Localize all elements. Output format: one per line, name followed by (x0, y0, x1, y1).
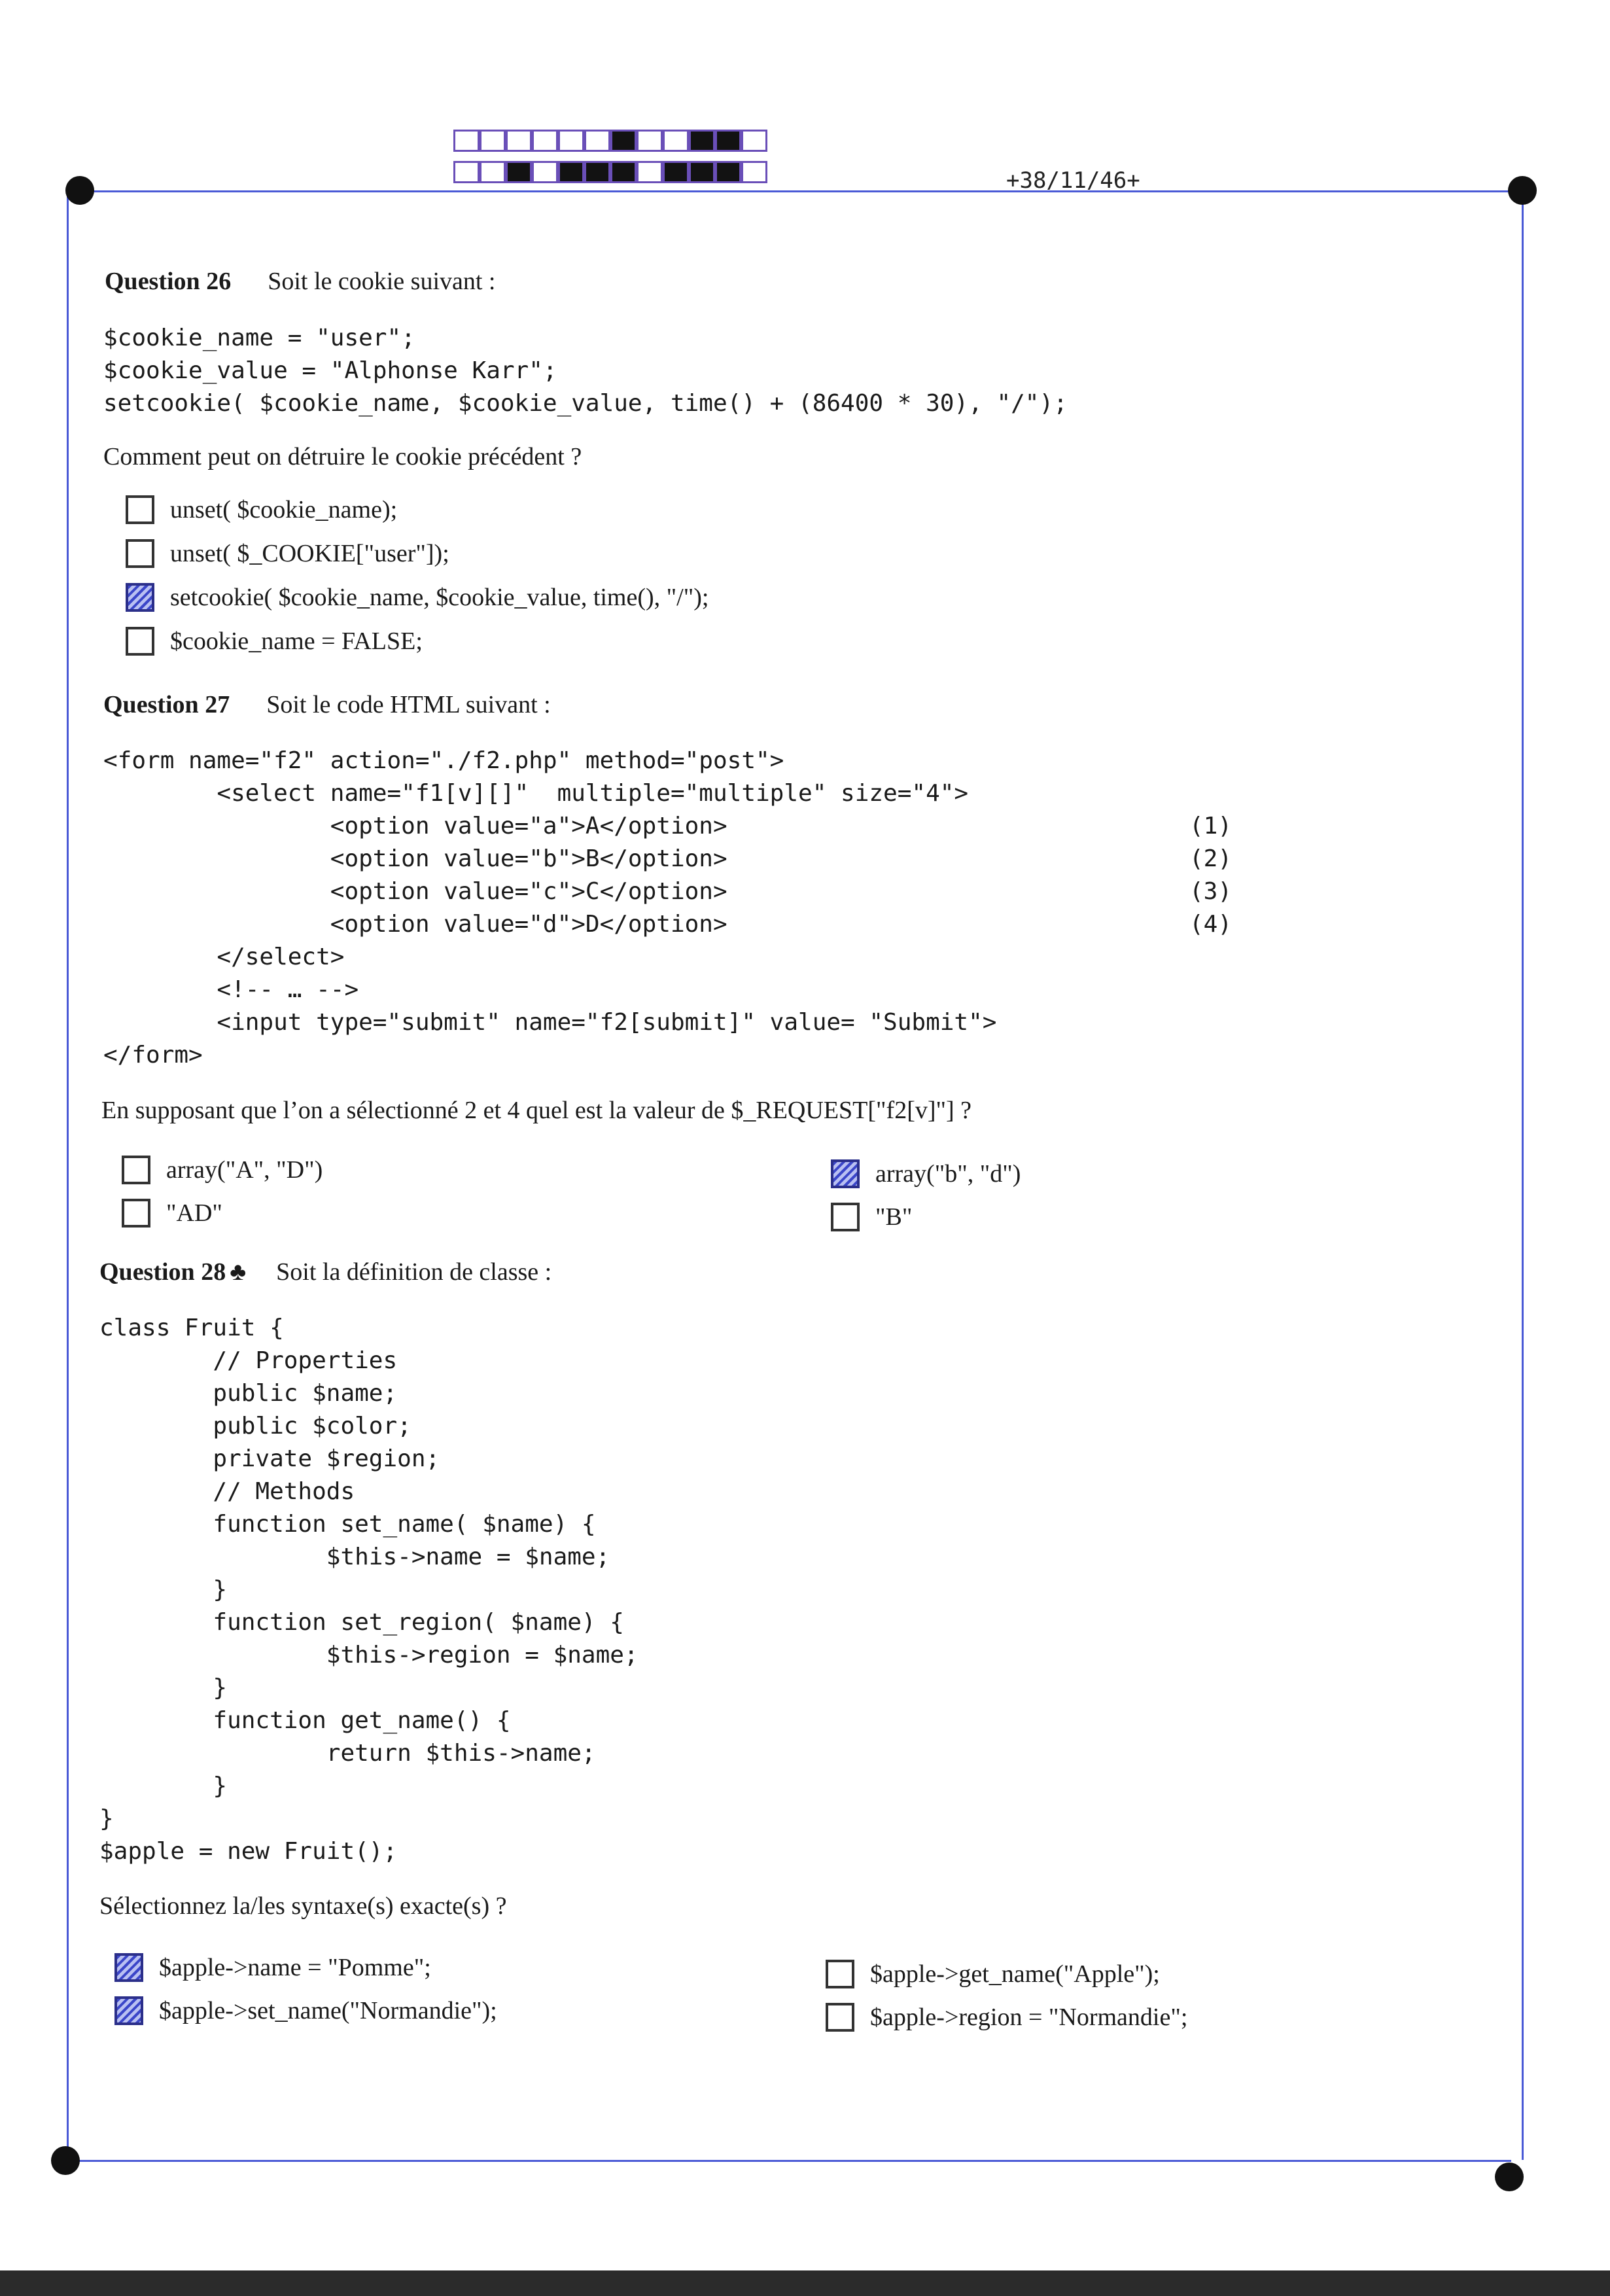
q28-choice-3[interactable] (826, 1960, 1160, 1988)
q26-choice-1[interactable] (126, 495, 397, 524)
question-26-prompt: Soit le cookie suivant : (268, 268, 496, 295)
corner-mark-top-right (1508, 176, 1537, 205)
q28-checkbox-4[interactable] (826, 2003, 854, 2032)
barcode-top-cell (558, 130, 584, 152)
page-id: +38/11/46+ (1006, 168, 1140, 194)
question-28-code: class Fruit { // Properties public $name; public $color; private $region; // Methods function set_name( $name) { $this->name = $name; } function set_region( $name) { $this->region = $name; } function get_name() { return $this->name; } } $apple = new Fruit(); (99, 1315, 639, 1865)
code-line-number-3: (3) (1189, 878, 1233, 905)
q27-choice-2[interactable] (122, 1199, 222, 1227)
code-line-number-1: (1) (1189, 813, 1233, 839)
q28-choice-4[interactable] (826, 2003, 1187, 2032)
q26-checkbox-3[interactable] (126, 583, 154, 612)
code-line-number-4: (4) (1189, 911, 1233, 938)
question-27-number: Question 27 (103, 691, 230, 718)
barcode-bottom-row (453, 161, 767, 183)
question-27-heading (103, 690, 551, 719)
barcode-top-cell (480, 130, 506, 152)
code-line-number-2: (2) (1189, 845, 1233, 872)
question-28-question: Sélectionnez la/les syntaxe(s) exacte(s) ? (99, 1892, 507, 1920)
q26-choice-3[interactable] (126, 583, 709, 612)
frame-left-line (67, 190, 69, 2160)
question-26-heading (105, 267, 496, 296)
q27-choice-2-label: "AD" (166, 1199, 222, 1227)
q27-checkbox-2[interactable] (122, 1199, 150, 1227)
barcode-bottom-cell (663, 161, 689, 183)
q28-choice-2-label: $apple->set_name("Normandie"); (159, 1997, 497, 2024)
barcode-top-cell (715, 130, 741, 152)
question-26-number: Question 26 (105, 268, 232, 295)
barcode-bottom-cell (584, 161, 610, 183)
question-27-prompt: Soit le code HTML suivant : (266, 691, 551, 718)
q26-choice-1-label: unset( $cookie_name); (170, 496, 398, 523)
question-27-question: En supposant que l’on a sélectionné 2 et 4 quel est la valeur de $_REQUEST["f2[v]"] ? (101, 1097, 972, 1124)
q26-choice-4[interactable] (126, 627, 423, 656)
barcode-bottom-cell (532, 161, 558, 183)
barcode-top-cell (532, 130, 558, 152)
question-27-code: <form name="f2" action="./f2.php" method="post"> <select name="f1[v][]" multiple="multiple" size="4"> <option value="a">A</option> <option value="b">B</option> <option value="c">C</option> <option value="d">D</option> </select> <!-- … --> <input type="submit" name="f2[submit]" value= "Submit"> </form> (103, 747, 997, 1069)
barcode-bottom-cell (506, 161, 532, 183)
barcode-bottom-cell (453, 161, 480, 183)
scan-edge-strip (0, 2270, 1610, 2296)
q27-checkbox-4[interactable] (831, 1203, 860, 1231)
barcode-top-cell (637, 130, 663, 152)
q27-choice-1[interactable] (122, 1156, 323, 1184)
q27-checkbox-3[interactable] (831, 1159, 860, 1188)
barcode-top-cell (584, 130, 610, 152)
barcode-top-row (453, 130, 767, 152)
barcode-bottom-cell (610, 161, 637, 183)
q27-checkbox-1[interactable] (122, 1156, 150, 1184)
q26-choice-4-label: $cookie_name = FALSE; (170, 627, 423, 655)
corner-mark-top-left (65, 176, 94, 205)
q27-choice-4[interactable] (831, 1203, 912, 1231)
barcode-bottom-cell (558, 161, 584, 183)
barcode-bottom-cell (637, 161, 663, 183)
question-26-question: Comment peut on détruire le cookie précédent ? (103, 443, 582, 470)
barcode-bottom-cell (741, 161, 767, 183)
q28-checkbox-3[interactable] (826, 1960, 854, 1988)
question-28-prompt: Soit la définition de classe : (276, 1258, 552, 1286)
barcode-top-cell (689, 130, 715, 152)
barcode-bottom-cell (480, 161, 506, 183)
q26-checkbox-2[interactable] (126, 539, 154, 568)
q27-choice-3-label: array("b", "d") (875, 1160, 1021, 1188)
barcode-bottom-cell (689, 161, 715, 183)
frame-bottom-line (65, 2160, 1511, 2162)
corner-mark-bottom-left (51, 2146, 80, 2175)
q26-choice-3-label: setcookie( $cookie_name, $cookie_value, time(), "/"); (170, 584, 709, 611)
q28-checkbox-1[interactable] (114, 1953, 143, 1982)
corner-mark-bottom-right (1495, 2163, 1524, 2191)
q28-choice-1-label: $apple->name = "Pomme"; (159, 1954, 431, 1981)
q26-choice-2-label: unset( $_COOKIE["user"]); (170, 540, 449, 567)
question-26-code: $cookie_name = "user"; $cookie_value = "Alphonse Karr"; setcookie( $cookie_name, $cookie_value, time() + (86400 * 30), "/"); (103, 325, 1068, 417)
q28-choice-4-label: $apple->region = "Normandie"; (870, 2004, 1188, 2031)
q28-choice-3-label: $apple->get_name("Apple"); (870, 1960, 1160, 1988)
frame-right-line (1522, 190, 1524, 2160)
barcode-top-cell (506, 130, 532, 152)
barcode-top-cell (741, 130, 767, 152)
club-icon: ♣ (230, 1258, 247, 1286)
question-28-heading (99, 1258, 551, 1286)
q27-choice-4-label: "B" (875, 1203, 913, 1231)
barcode-top-cell (453, 130, 480, 152)
barcode-bottom-cell (715, 161, 741, 183)
q26-checkbox-4[interactable] (126, 627, 154, 656)
q27-choice-3[interactable] (831, 1159, 1021, 1188)
barcode-top-cell (610, 130, 637, 152)
q28-checkbox-2[interactable] (114, 1996, 143, 2025)
q27-choice-1-label: array("A", "D") (166, 1156, 323, 1184)
q26-choice-2[interactable] (126, 539, 449, 568)
q26-checkbox-1[interactable] (126, 495, 154, 524)
q28-choice-1[interactable] (114, 1953, 431, 1982)
frame-top-line (79, 190, 1524, 192)
question-28-number: Question 28 (99, 1258, 226, 1286)
barcode-top-cell (663, 130, 689, 152)
q28-choice-2[interactable] (114, 1996, 497, 2025)
